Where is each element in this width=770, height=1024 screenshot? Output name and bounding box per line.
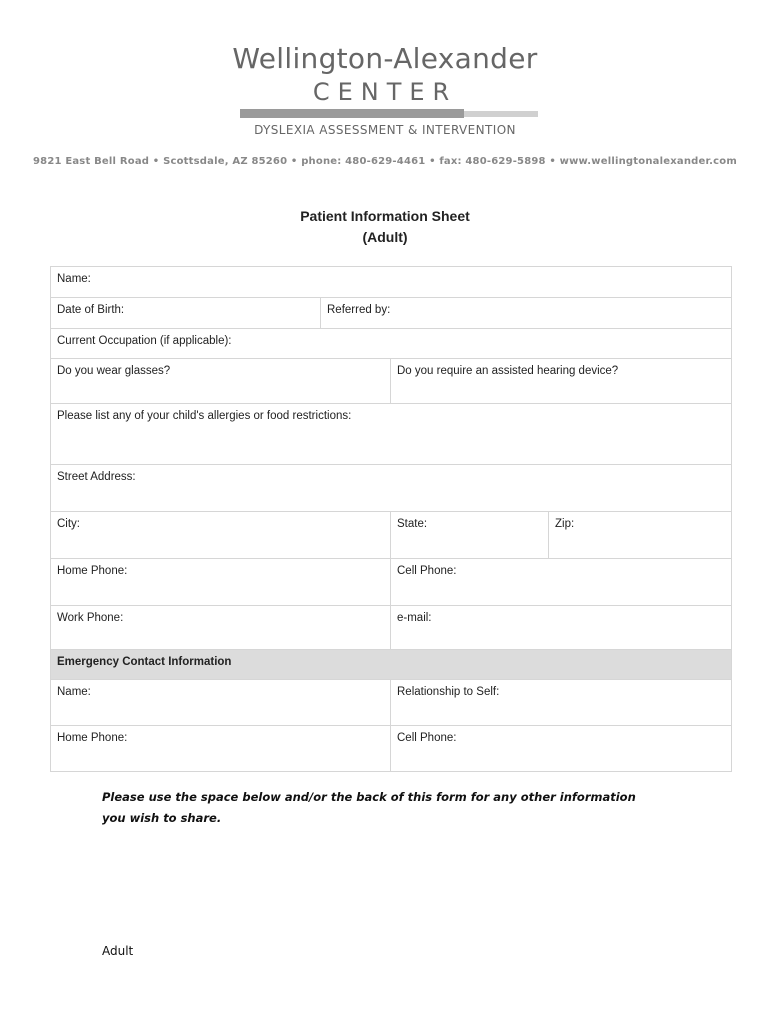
org-logo bbox=[0, 42, 770, 106]
work-phone-field[interactable]: Work Phone: bbox=[51, 606, 391, 650]
org-subname: CENTER bbox=[312, 78, 458, 106]
emergency-cell-phone-field[interactable]: Cell Phone: bbox=[391, 726, 732, 772]
logo-bar-dark bbox=[240, 109, 464, 118]
logo-bar-light bbox=[464, 111, 538, 117]
additional-info-note: Please use the space below and/or the back of this form for any other information you wish to share. bbox=[102, 790, 636, 825]
allergies-field[interactable]: Please list any of your child's allergies or food restrictions: bbox=[51, 404, 732, 465]
name-field[interactable]: Name: bbox=[51, 267, 732, 298]
referred-by-field[interactable]: Referred by: bbox=[321, 298, 732, 329]
occupation-field[interactable]: Current Occupation (if applicable): bbox=[51, 329, 732, 359]
emergency-section-heading: Emergency Contact Information bbox=[51, 650, 732, 680]
form-title bbox=[0, 206, 770, 248]
emergency-name-field[interactable]: Name: bbox=[51, 680, 391, 726]
glasses-field[interactable]: Do you wear glasses? bbox=[51, 359, 391, 404]
patient-info-table bbox=[50, 266, 732, 772]
form-title-sub: (Adult) bbox=[362, 229, 408, 245]
dob-field[interactable]: Date of Birth: bbox=[51, 298, 321, 329]
street-address-field[interactable]: Street Address: bbox=[51, 465, 732, 512]
emergency-relationship-field[interactable]: Relationship to Self: bbox=[391, 680, 732, 726]
hearing-device-field[interactable]: Do you require an assisted hearing device? bbox=[391, 359, 732, 404]
zip-field[interactable]: Zip: bbox=[549, 512, 732, 559]
cell-phone-field[interactable]: Cell Phone: bbox=[391, 559, 732, 606]
org-tagline: DYSLEXIA ASSESSMENT & INTERVENTION bbox=[254, 123, 516, 137]
footer-label: Adult bbox=[102, 944, 134, 958]
city-field[interactable]: City: bbox=[51, 512, 391, 559]
org-address: 9821 East Bell Road • Scottsdale, AZ 85260 • phone: 480-629-4461 • fax: 480-629-5898 • www.wellingtonalexander.com bbox=[33, 156, 737, 167]
form-title-main: Patient Information Sheet bbox=[300, 208, 470, 224]
logo-bars bbox=[240, 109, 538, 118]
state-field[interactable]: State: bbox=[391, 512, 549, 559]
org-name: Wellington-Alexander bbox=[232, 42, 538, 75]
email-field[interactable]: e-mail: bbox=[391, 606, 732, 650]
emergency-home-phone-field[interactable]: Home Phone: bbox=[51, 726, 391, 772]
home-phone-field[interactable]: Home Phone: bbox=[51, 559, 391, 606]
